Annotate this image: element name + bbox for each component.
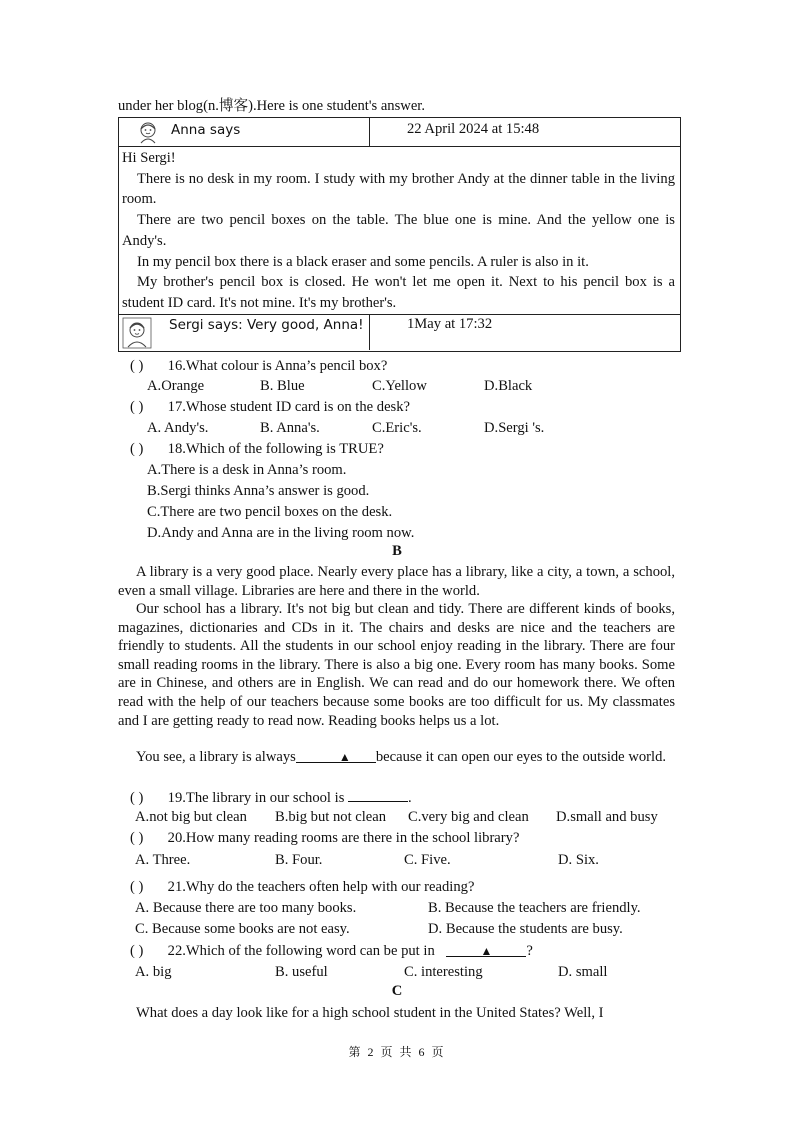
blog-body [122, 148, 675, 314]
question-22-end: ? [526, 943, 533, 959]
section-c-heading: C [391, 983, 403, 999]
boy-avatar-icon [122, 317, 152, 349]
blog-paragraph-3: In my pencil box there is a black eraser and some pencils. A ruler is also in it. [137, 253, 589, 270]
q21-option-a: A. Because there are too many books. [135, 900, 357, 916]
question-19-end: . [408, 790, 412, 806]
passage-b-paragraph-3 [118, 748, 675, 767]
q18-option-b: B.Sergi thinks Anna’s answer is good. [147, 483, 370, 499]
girl-avatar-icon [137, 120, 159, 144]
question-17 [130, 398, 410, 416]
blog-reply-row [119, 314, 680, 352]
passage-b-paragraph-2: Our school has a library. It's not big but clean and tidy. There are different kinds of books, magazines, dictionaries and CDs in it. The chairs and desks are nice and the teachers are friendly to students. All the students in our school enjoy reading in the library. There are four small reading rooms in the library. There is also a big one. Every room has many books. Some are in Chinese, and others are in English. We can read and do our homework there. We often read with the help of our teachers because some books are too difficult for us. My classmates and I are getting ready to read now. Reading books helps us a lot. [118, 601, 675, 729]
q16-option-c: C.Yellow [372, 378, 427, 394]
q19-option-b: B.big but not clean [275, 809, 387, 825]
q20-option-c: C. Five. [404, 852, 451, 868]
triangle-mark-icon: ▲ [338, 750, 351, 764]
q20-option-a: A. Three. [135, 852, 191, 868]
q18-option-c: C.There are two pencil boxes on the desk. [147, 504, 393, 520]
answer-bracket-17[interactable]: ( ) [130, 399, 144, 415]
answer-bracket-22[interactable]: ( ) [130, 943, 144, 959]
section-b-heading: B [392, 543, 402, 559]
q22-option-c: C. interesting [404, 964, 483, 980]
passage-b-p3-start: You see, a library is always [136, 749, 296, 765]
q18-option-a: A.There is a desk in Anna’s room. [147, 462, 347, 478]
intro-line: under her blog(n.博客).Here is one student's answer. [118, 98, 425, 114]
q18-option-d: D.Andy and Anna are in the living room now. [147, 525, 415, 541]
q20-option-b: B. Four. [275, 852, 323, 868]
sergi-timestamp: 1May at 17:32 [407, 316, 493, 332]
anna-name: Anna says [171, 122, 241, 138]
q22-option-d: D. small [558, 964, 608, 980]
answer-bracket-18[interactable]: ( ) [130, 441, 144, 457]
q22-option-b: B. useful [275, 964, 328, 980]
blog-paragraph-1: There is no desk in my room. I study with my brother Andy at the dinner table in the living room. [122, 170, 675, 208]
blog-table [118, 117, 681, 352]
question-22-stem: 22.Which of the following word can be put in [167, 943, 435, 959]
answer-bracket-19[interactable]: ( ) [130, 790, 144, 806]
question-20-stem: 20.How many reading rooms are there in the school library? [167, 830, 520, 846]
answer-bracket-16[interactable]: ( ) [130, 358, 144, 374]
question-20 [130, 829, 519, 847]
q21-option-c: C. Because some books are not easy. [135, 921, 350, 937]
question-18-stem: 18.Which of the following is TRUE? [167, 441, 384, 457]
q17-option-d: D.Sergi 's. [484, 420, 545, 436]
question-21 [130, 878, 474, 896]
q19-option-c: C.very big and clean [408, 809, 529, 825]
q21-option-b: B. Because the teachers are friendly. [428, 900, 641, 916]
question-16-stem: 16.What colour is Anna’s pencil box? [167, 358, 388, 374]
passage-c-first-line: What does a day look like for a high school student in the United States? Well, I [136, 1005, 604, 1021]
anna-timestamp: 22 April 2024 at 15:48 [407, 121, 540, 137]
q19-option-a: A.not big but clean [135, 809, 247, 825]
blog-paragraph-2: There are two pencil boxes on the table. The blue one is mine. And the yellow one is Andy's. [122, 212, 675, 249]
question-19-blank[interactable] [348, 787, 408, 802]
q22-option-a: A. big [135, 964, 172, 980]
passage-b-p3-end: because it can open our eyes to the outside world. [375, 749, 667, 765]
question-22-blank[interactable] [446, 942, 526, 957]
q16-option-a: A.Orange [147, 378, 205, 394]
q20-option-d: D. Six. [558, 852, 599, 868]
page-footer: 第 2 页 共 6 页 [348, 1045, 446, 1059]
question-19 [130, 787, 412, 807]
question-19-stem: 19.The library in our school is [167, 790, 345, 806]
question-17-stem: 17.Whose student ID card is on the desk? [167, 399, 411, 415]
question-21-stem: 21.Why do the teachers often help with our reading? [167, 879, 475, 895]
q17-option-a: A. Andy's. [147, 420, 209, 436]
question-18 [130, 440, 384, 458]
q17-option-c: C.Eric's. [372, 420, 422, 436]
answer-bracket-21[interactable]: ( ) [130, 879, 144, 895]
q16-option-b: B. Blue [260, 378, 305, 394]
reply-divider [369, 315, 370, 350]
passage-b-paragraph-1: A library is a very good place. Nearly every place has a library, like a city, a town, a school, even a small village. Libraries are here and there in the world. [118, 564, 675, 599]
question-16 [130, 357, 387, 375]
triangle-mark-icon: ▲ [480, 944, 493, 958]
blog-header-row [119, 118, 680, 147]
sergi-reply: Sergi says: Very good, Anna! [169, 317, 364, 333]
question-22 [130, 942, 533, 960]
q21-option-d: D. Because the students are busy. [428, 921, 623, 937]
q16-option-d: D.Black [484, 378, 533, 394]
q19-option-d: D.small and busy [556, 809, 658, 825]
answer-bracket-20[interactable]: ( ) [130, 830, 144, 846]
header-divider [369, 118, 370, 146]
q17-option-b: B. Anna's. [260, 420, 320, 436]
passage-blank [296, 748, 376, 763]
blog-paragraph-4: My brother's pencil box is closed. He won't let me open it. Next to his pencil box is a student ID card. It's not mine. It's my brother's. [122, 274, 675, 311]
blog-greeting: Hi Sergi! [122, 150, 176, 166]
